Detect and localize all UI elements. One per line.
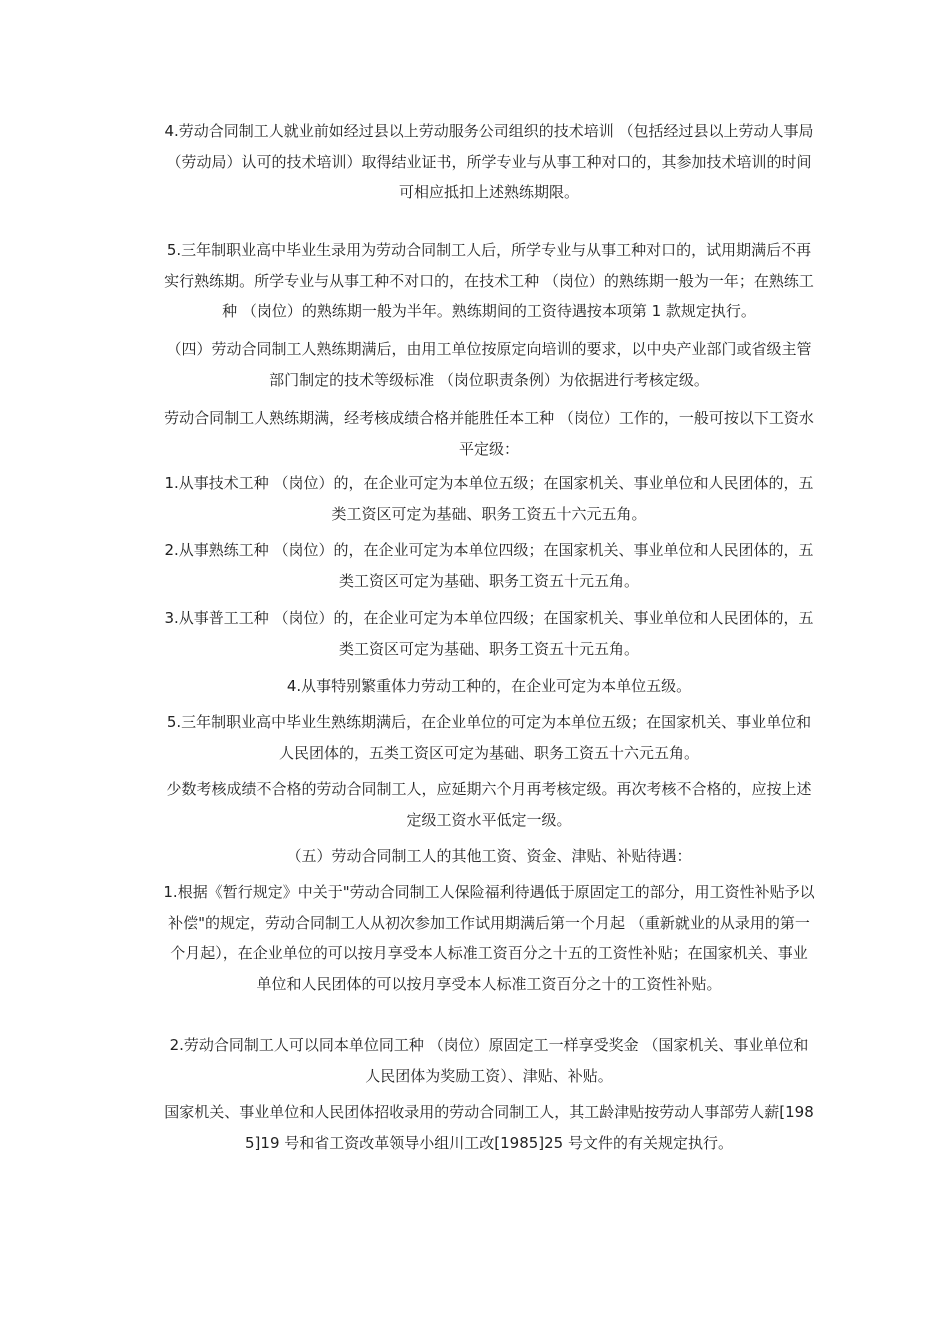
paragraph-heavy-labor: 4.从事特别繁重体力劳动工种的，在企业可定为本单位五级。 <box>286 677 692 695</box>
paragraph-bonus-allowances: 2.劳动合同制工人可以同本单位同工种 （岗位）原固定工一样享受奖金 （国家机关、事业单位和人民团体为奖励工资）、津贴、补贴。 <box>169 1036 809 1085</box>
paragraph-seniority-allowance: 国家机关、事业单位和人民团体招收录用的劳动合同制工人，其工龄津贴按劳动人事部劳人薪[1985]19 号和省工资改革领导小组川工改[1985]25 号文件的有关规定执行。 <box>164 1103 814 1152</box>
paragraph-technical-trades: 1.从事技术工种 （岗位）的，在企业可定为本单位五级；在国家机关、事业单位和人民团体的，五类工资区可定为基础、职务工资五十六元五角。 <box>164 474 814 523</box>
paragraph-wage-subsidy: 1.根据《暂行规定》中关于"劳动合同制工人保险福利待遇低于原固定工的部分，用工资性补贴予以补偿"的规定，劳动合同制工人从初次参加工作试用期满后第一个月起 （重新就业的从录用的第一个月起），在企业单位的可以按月享受本人标准工资百分之十五的工资性补贴；在国家机关、事业单位和人民团体的可以按月享受本人标准工资百分之十的工资性补贴。 <box>163 883 815 993</box>
paragraph-section-four: （四）劳动合同制工人熟练期满后，由用工单位按原定向培训的要求，以中央产业部门或省级主管部门制定的技术等级标准 （岗位职责条例）为依据进行考核定级。 <box>166 340 812 389</box>
paragraph-vocational-graduates: 5.三年制职业高中毕业生录用为劳动合同制工人后，所学专业与从事工种对口的，试用期满后不再实行熟练期。所学专业与从事工种不对口的，在技术工种 （岗位）的熟练期一般为一年；在熟练工种 （岗位）的熟练期一般为半年。熟练期间的工资待遇按本项第 1 款规定执行。 <box>164 241 814 320</box>
paragraph-section-five: （五）劳动合同制工人的其他工资、资金、津贴、补贴待遇： <box>286 847 692 865</box>
paragraph-training-offset: 4.劳动合同制工人就业前如经过县以上劳动服务公司组织的技术培训 （包括经过县以上劳动人事局 （劳动局）认可的技术培训）取得结业证书，所学专业与从事工种对口的，其参加技术培训的时间可相应抵扣上述熟练期限。 <box>164 122 814 201</box>
paragraph-failed-assessment: 少数考核成绩不合格的劳动合同制工人，应延期六个月再考核定级。再次考核不合格的，应按上述定级工资水平低定一级。 <box>166 780 812 829</box>
paragraph-general-labor: 3.从事普工工种 （岗位）的，在企业可定为本单位四级；在国家机关、事业单位和人民团体的，五类工资区可定为基础、职务工资五十元五角。 <box>164 609 814 658</box>
paragraph-skilled-trades: 2.从事熟练工种 （岗位）的，在企业可定为本单位四级；在国家机关、事业单位和人民团体的，五类工资区可定为基础、职务工资五十元五角。 <box>164 541 814 590</box>
paragraph-vocational-graduates-grading: 5.三年制职业高中毕业生熟练期满后，在企业单位的可定为本单位五级；在国家机关、事业单位和人民团体的，五类工资区可定为基础、职务工资五十六元五角。 <box>166 713 812 762</box>
paragraph-grading-levels: 劳动合同制工人熟练期满，经考核成绩合格并能胜任本工种 （岗位）工作的，一般可按以下工资水平定级： <box>164 409 814 458</box>
